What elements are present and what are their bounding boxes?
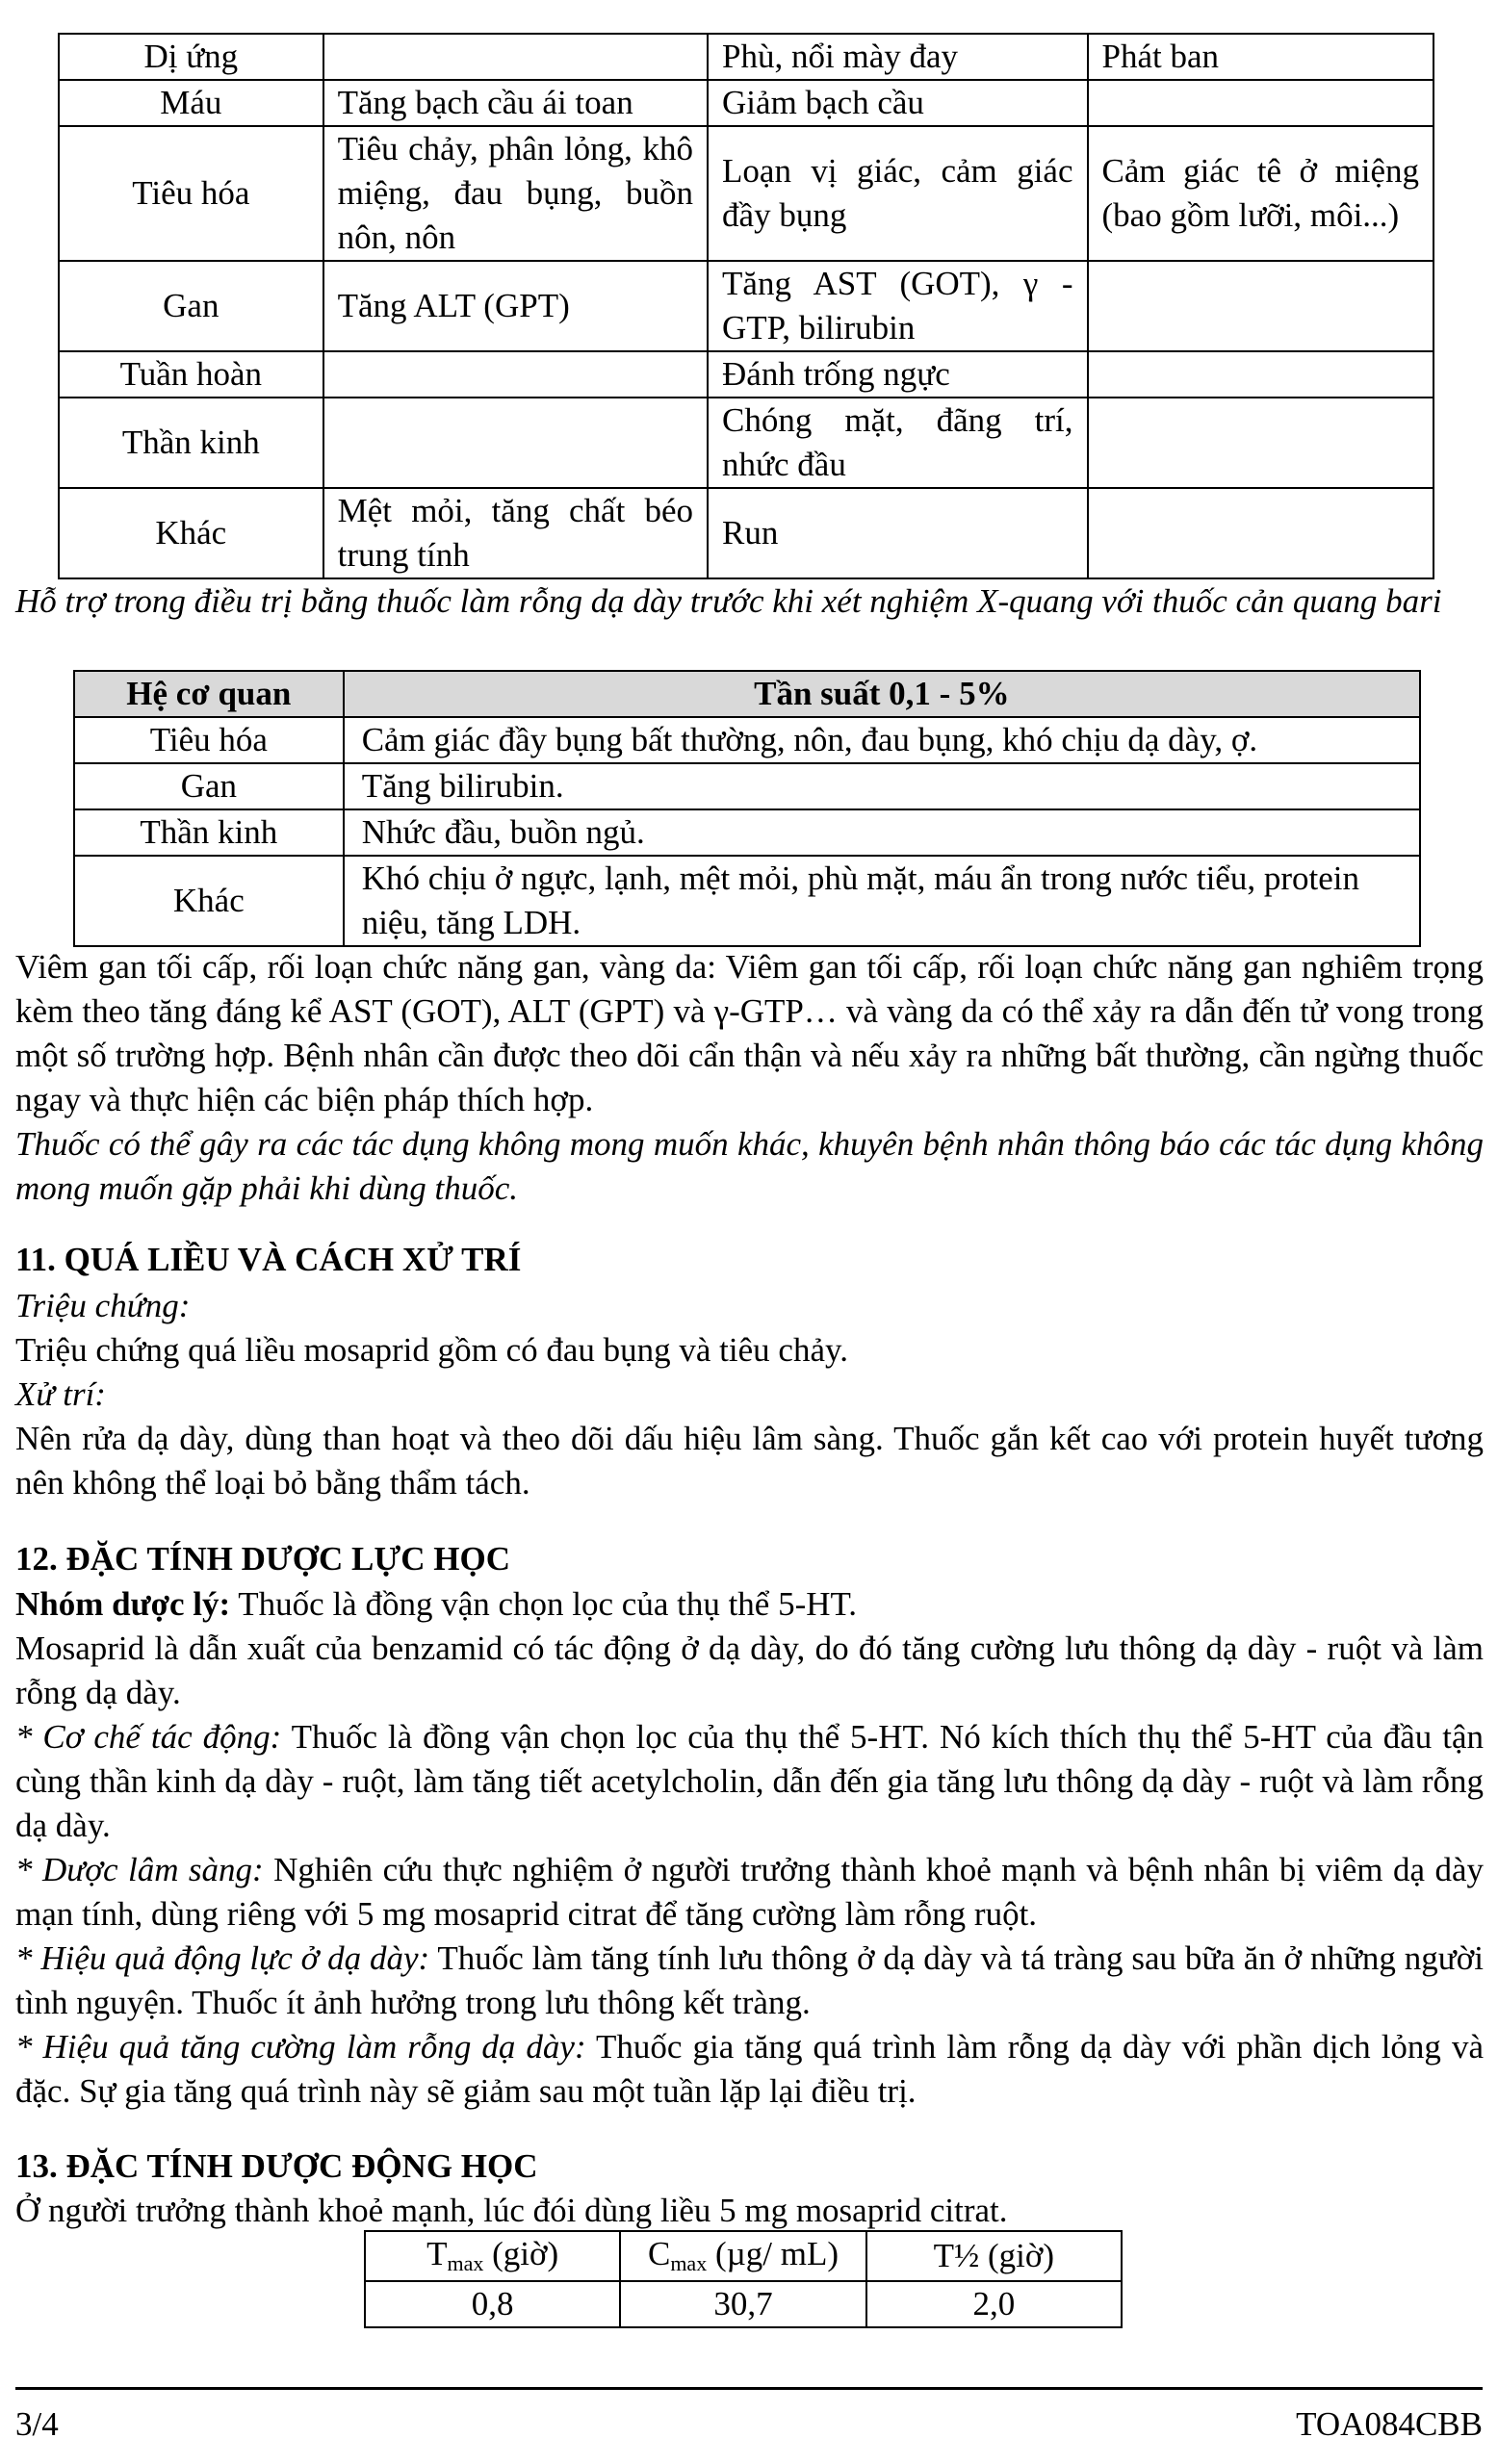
system-cell: Tiêu hóa [74,717,344,763]
group-label: Nhóm dược lý: [15,1585,231,1623]
freq-cell [1088,80,1434,126]
table-row [74,763,1420,809]
freq-cell [323,34,708,80]
freq-cell: Tăng bạch cầu ái toan [323,80,708,126]
freq-cell [1088,261,1434,351]
adverse-reactions-table [58,33,1434,579]
table-row [59,398,1433,488]
pharmacologic-group [15,1582,1484,1627]
freq-cell [323,398,708,488]
emptying-text: Thuốc gia tăng quá trình làm rỗng dạ dày với phần dịch lỏng và đặc. Sự gia tăng quá trình này sẽ giảm sau một tuần lặp lại điều trị. [15,2028,1484,2110]
group-text: Thuốc là đồng vận chọn lọc của thụ thể 5-HT. [230,1585,858,1623]
emptying-label: * Hiệu quả tăng cường làm rỗng dạ dày: [15,2028,586,2066]
system-cell: Thần kinh [74,809,344,856]
page-number: 3/4 [15,2405,59,2443]
notice-paragraph: Thuốc có thể gây ra các tác dụng không mong muốn khác, khuyên bệnh nhân thông báo các tác dụng không mong muốn gặp phải khi dùng thuốc. [15,1125,1484,1207]
table-row [59,80,1433,126]
reaction-cell: Nhức đầu, buồn ngủ. [344,809,1420,856]
system-cell: Khác [74,856,344,946]
thalf-value: 2,0 [866,2281,1122,2327]
table-row [59,261,1433,351]
freq-cell [323,351,708,398]
document-code: TOA084CBB [1296,2405,1483,2443]
table-row [74,856,1420,946]
table-row [59,34,1433,80]
freq-cell [1088,488,1434,578]
clinical-text: Nghiên cứu thực nghiệm ở người trưởng thành khoẻ mạnh và bệnh nhân bị viêm dạ dày mạn tính, dùng riêng với 5 mg mosaprid citrat để tăng cường làm rỗng ruột. [15,1851,1484,1933]
symptoms-text: Triệu chứng quá liều mosaprid gồm có đau bụng và tiêu chảy. [15,1331,848,1369]
table-header-row [74,671,1420,717]
header-system: Hệ cơ quan [74,671,344,717]
motility-paragraph [15,1937,1484,2025]
mechanism-paragraph [15,1715,1484,1848]
mechanism-text: Thuốc là đồng vận chọn lọc của thụ thể 5-HT. Nó kích thích thụ thể 5-HT của đầu tận cùng thần kinh dạ dày - ruột, làm tăng tiết acetylcholin, dẫn đến gia tăng lưu thông dạ dày - ruột và làm rỗng dạ dày. [15,1718,1484,1844]
hepatitis-paragraph: Viêm gan tối cấp, rối loạn chức năng gan, vàng da: Viêm gan tối cấp, rối loạn chức năng gan nghiêm trọng kèm theo tăng đáng kể AST (GOT), ALT (GPT) và γ-GTP… và vàng da có thể xảy ra dẫn đến tử vong trong một số trường hợp. Bệnh nhân cần được theo dõi cẩn thận và nếu xảy ra những bất thường, cần ngừng thuốc ngay và thực hiện các biện pháp thích hợp. [15,948,1484,1118]
system-cell: Tiêu hóa [59,126,323,261]
intro-paragraph: Mosaprid là dẫn xuất của benzamid có tác động ở dạ dày, do đó tăng cường lưu thông dạ dày - ruột và làm rỗng dạ dày. [15,1630,1484,1711]
cmax-header [620,2231,865,2281]
cmax-symbol: C [647,2235,671,2272]
table-row [365,2281,1122,2327]
thalf-header: T½ (giờ) [866,2231,1122,2281]
barium-adverse-table [73,670,1421,947]
cmax-value: 30,7 [620,2281,865,2327]
freq-cell: Cảm giác tê ở miệng (bao gồm lưỡi, môi...) [1088,126,1434,261]
tmax-unit: (giờ) [483,2235,559,2272]
table-header-row [365,2231,1122,2281]
table-row [74,717,1420,763]
freq-cell: Run [708,488,1087,578]
section-12-title: 12. ĐẶC TÍNH DƯỢC LỰC HỌC [15,1540,510,1578]
header-frequency: Tần suất 0,1 - 5% [344,671,1420,717]
motility-label: * Hiệu quả động lực ở dạ dày: [15,1939,430,1977]
system-cell: Gan [59,261,323,351]
barium-caption: Hỗ trợ trong điều trị bằng thuốc làm rỗng dạ dày trước khi xét nghiệm X-quang với thuốc cản quang bari [15,582,1442,620]
pk-intro: Ở người trưởng thành khoẻ mạnh, lúc đói dùng liều 5 mg mosaprid citrat. [15,2192,1008,2229]
reaction-cell: Khó chịu ở ngực, lạnh, mệt mỏi, phù mặt, máu ẩn trong nước tiểu, protein niệu, tăng LDH. [344,856,1420,946]
pharmacokinetics-table [364,2230,1123,2328]
system-cell: Khác [59,488,323,578]
tmax-subscript: max [447,2251,484,2275]
freq-cell: Loạn vị giác, cảm giác đầy bụng [708,126,1087,261]
freq-cell: Giảm bạch cầu [708,80,1087,126]
table-row [59,126,1433,261]
table-row [59,488,1433,578]
footer-divider [15,2387,1483,2390]
system-cell: Dị ứng [59,34,323,80]
table-row [59,351,1433,398]
freq-cell: Đánh trống ngực [708,351,1087,398]
tmax-symbol: T [426,2235,448,2272]
freq-cell: Tăng AST (GOT), γ - GTP, bilirubin [708,261,1087,351]
reaction-cell: Cảm giác đầy bụng bất thường, nôn, đau bụng, khó chịu dạ dày, ợ. [344,717,1420,763]
cmax-subscript: max [670,2251,708,2275]
freq-cell: Mệt mỏi, tăng chất béo trung tính [323,488,708,578]
symptoms-label: Triệu chứng: [15,1287,191,1324]
treatment-text: Nên rửa dạ dày, dùng than hoạt và theo dõi dấu hiệu lâm sàng. Thuốc gắn kết cao với protein huyết tương nên không thể loại bỏ bằng thẩm tách. [15,1420,1484,1502]
freq-cell: Tiêu chảy, phân lỏng, khô miệng, đau bụng, buồn nôn, nôn [323,126,708,261]
system-cell: Máu [59,80,323,126]
freq-cell: Tăng ALT (GPT) [323,261,708,351]
freq-cell [1088,351,1434,398]
freq-cell: Phù, nổi mày đay [708,34,1087,80]
mechanism-label: * Cơ chế tác động: [15,1718,282,1756]
freq-cell: Phát ban [1088,34,1434,80]
system-cell: Thần kinh [59,398,323,488]
tmax-value: 0,8 [365,2281,620,2327]
table-row [74,809,1420,856]
emptying-paragraph [15,2025,1484,2114]
clinical-paragraph [15,1848,1484,1937]
system-cell: Tuần hoàn [59,351,323,398]
freq-cell [1088,398,1434,488]
cmax-unit: (µg/ mL) [707,2235,839,2272]
tmax-header [365,2231,620,2281]
clinical-label: * Dược lâm sàng: [15,1851,264,1888]
freq-cell: Chóng mặt, đãng trí, nhức đầu [708,398,1087,488]
section-11-title: 11. QUÁ LIỀU VÀ CÁCH XỬ TRÍ [15,1241,522,1278]
motility-text: Thuốc làm tăng tính lưu thông ở dạ dày và tá tràng sau bữa ăn ở những người tình nguyện. Thuốc ít ảnh hưởng trong lưu thông kết tràng. [15,1939,1484,2021]
reaction-cell: Tăng bilirubin. [344,763,1420,809]
section-13-title: 13. ĐẶC TÍNH DƯỢC ĐỘNG HỌC [15,2147,538,2185]
treatment-label: Xử trí: [15,1375,106,1413]
system-cell: Gan [74,763,344,809]
